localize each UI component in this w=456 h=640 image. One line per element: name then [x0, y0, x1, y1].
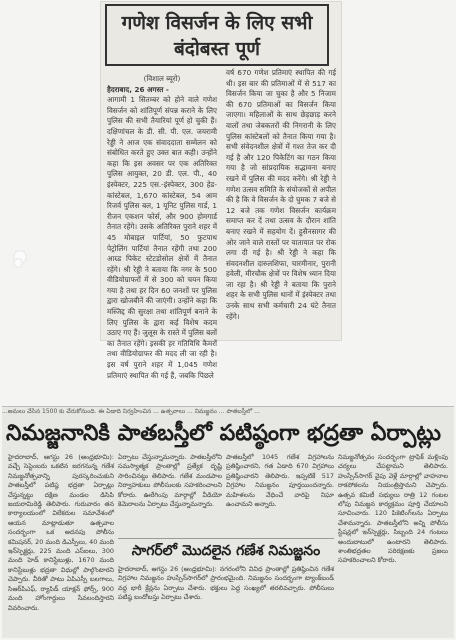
hindi-column-left — [107, 74, 217, 380]
hindi-body-left: आगामी 1 सितम्बर को होने वाले गणेश विसर्जन को शांतिपूर्ण संपन्न कराने के लिए पुलिस की सभी तैयारियां पूर्ण हो चुकी हैं। दक्षिणांचल के डी. सी. पी. एल. जयरामी रेड्डी ने आज एक संवाददाता सम्मेलन को संबोधित करते हुए उक्त बात कही। उन्होंने कहा कि इस अवसर पर एक अतिरिक्त पुलिस आयुक्त, 20 डी. एल. पी., 40 इंस्पेक्टर, 225 एस.-इंस्पेक्टर, 300 हेड-कांस्टेबल, 1,670 कांस्टेबल, 54 आम रिजर्व पुलिस बल, 1 यूनिट पुलिस गार्ड, 1 रीजन एकशन फोर्स, और 900 होमगार्ड तैनात रहेंगे। उसके अतिरिक्त पुराने शहर में 45 मोबाइल पार्टियां, 50 फुटपाथ पेट्रोलिंग पार्टियां तैनात रहेंगी तथा 200 आम्र्ड पिकेट स्टेटडोसोल क्षेत्रों में तैनात रहेंगे। श्री रेड्डी ने बताया कि नगर के 500 वीडियोग्राफरों में से 300 को चयन किया गया है तथा हर दिन 60 जनशों पर पुलिस द्वारा खोजबीनें की जाएंगी। उन्होंने कहा कि मस्जिद्द की सुरक्षा तथा शांतिपूर्ण बनाने के लिए पुलिस के द्वारा कई विशेष कदम उठाए गए हैं। जुलूस के रास्ते में पुलिस बलों का तैनात रहेंगे। इसकी हर गतिविधि कैमरों तथा वीडियोग्राफर की मदद ली जा रही है। इस वर्ष पुराने शहर में 1,045 गणेश प्रतिमाएं स्थापित की गई हैं, जबकि पिछले — [107, 95, 217, 380]
telugu-edge-text: ...అమలు చేసిన 1500 కు చేరుకోనుంది. ఈ ఏడాది నిర్వహించిన ... ఉత్సవాలు ... నిమజ్జనం ... పాతబస్తీలో ... — [2, 408, 260, 415]
hindi-news-clipping — [101, 2, 341, 380]
telugu-column-5: హైదరాబాద్, ఆగస్టు 26 (ఆంధ్రభూమి): నగరంలోని వివిధ ప్రాంతాల్లో ప్రతిష్ఠించిన గణేశ విగ్రహాల నిమజ్జనం హుస్సేన్‌సాగర్‌లో ప్రారంభమైంది. నిమజ్జనం సందర్భంగా ట్యాంక్‌బండ్ వద్ద భారీ క్రేన్లను ఏర్పాటు చేశారు. భక్తులు పెద్ద సంఖ్యలో తరలివచ్చారు. పోలీసులు పటిష్ఠ బందోబస్తు ఏర్పాటు చేశారు. — [118, 565, 334, 602]
hindi-dateline: हैदराबाद, 26 अगस्त - — [107, 84, 169, 94]
hindi-column-right — [226, 68, 336, 336]
hindi-body-right: वर्ष 670 गणेश प्रतिमाएं स्थापित की गई थी। इस बार की प्रतिमाओं में से 517 का विसर्जन किया जा चुका है और 5 निजाम की 670 प्रतिमाओं का विसर्जन किया जाएगा। महिलाओं के साथ छेड़छाड़ करने वालों तथा जेबकतरों की निगरानी के लिए पुलिस कांस्टेबलों को तैनात किया गया है। सभी संवेदनशील क्षेत्रों में गश्त तेज कर दी गई है और 120 पिकेटिंग का गठन किया गया है जो सांप्रदायिक सद्भावना बनाए रखने में पुलिस की मदद करेंगे। श्री रेड्डी ने गणेश उत्सव समिति के संयोजकों से अपील की है कि वे विसर्जन के दो घुमक 7 बजे से 12 बजे तक गणेश विसर्जन कार्यक्रम समाप्त कर दें तथा उत्सव के दौरान शांति बनाए रखने में सहयोग दें। हुसैनसागर की ओर जाने वाले रास्तों पर यातायात पर रोक लगा दी गई है। श्री रेड्डी ने कहा कि संवदनशील दारुलशिफा, चारमीनार, पुरानी हवेली, मीरचौक क्षेत्रों पर विशेष ध्यान दिया जा रहा है। श्री रेड्डी ने बताया कि पुराने शहर के सभी पुलिस थानों में इंस्पेक्टर तथा उनके साथ सभी कर्मचारी 24 घंटे तैनात रहेंगे। — [226, 68, 336, 321]
telugu-column-2: ఏర్పాటు చేస్తున్నామన్నారు. పాతబస్తీలోని సమస్యాత్మక ప్రాంతాల్లో ప్రత్యేక దృష్టి సారించినట్టు తెలిపారు. గణేశ మండపాల నిర్వాహకులు పోలీసులకు సహకరించాలని కోరారు. ఊరేగింపు మార్గాల్లో వీడియో కెమెరాలను ఏర్పాటు చేస్తున్నామన్నారు. — [118, 453, 222, 509]
telugu-column-4: నిమజ్జనోత్సవం సందర్భంగా ట్రాఫిక్ మళ్లింపు చర్యలు చేపట్టామని తెలిపారు. హుస్సేన్‌సాగర్ వైపు వెళ్లే మార్గాల్లో వాహనాల రాకపోకలను నియంత్రిస్తామని చెప్పారు. ఉత్సవ కమిటీ సభ్యులు రాత్రి 12 గంటల లోపు నిమజ్జన కార్యక్రమం పూర్తి చేయాలని సూచించారు. 120 పికెటింగ్‌లను ఏర్పాటు చేశామన్నారు. పాతబస్తీలోని అన్ని పోలీసు స్టేషన్లలో ఇన్‌స్పెక్టర్లు, సిబ్బంది 24 గంటలు అందుబాటులో ఉంటారని తెలిపారు. శాంతిభద్రతల పరిరక్షణకు ప్రజలు సహకరించాలని కోరారు. — [338, 453, 448, 565]
punch-hole — [13, 258, 23, 268]
hindi-headline: गणेश विसर्जन के लिए सभी बंदोबस्त पूर्ण — [105, 4, 329, 66]
telugu-news-clipping — [2, 406, 454, 638]
telugu-column-1: హైదరాబాద్, ఆగస్టు 26 (ఆంధ్రభూమి): వచ్చే సెప్టెంబరు ఒకటిన జరగనున్న గణేశ నిమజ్జనోత్సవాన్ని పురస్కరించుకుని పాతబస్తీలో పటిష్ఠ భద్రతా ఏర్పాట్లు చేస్తున్నట్టు దక్షిణ మండల డిసిపి జయరామిరెడ్డి తెలిపారు. గురువారం తన కార్యాలయంలో విలేకరుల సమావేశంలో ఆయన మాట్లాడుతూ ఉత్సవాల సందర్భంగా ఒక అదనపు పోలీసు కమిషనర్, 20 మంది డిఎస్పీలు, 40 మంది ఇన్‌స్పెక్టర్లు, 225 మంది ఎస్‌ఐలు, 300 మంది హెడ్ కానిస్టేబుళ్లు, 1670 మంది కానిస్టేబుళ్లు భద్రతా విధుల్లో పాల్గొంటారని చెప్పారు. వీరితో పాటు ఏపిఎస్పీ బలగాలు, సిఆర్‌పిఎఫ్, ర్యాపిడ్ యాక్షన్ ఫోర్స్, 900 మంది హోంగార్డులు సేవలందిస్తారని వివరించారు. — [8, 453, 114, 612]
hindi-byline: (विशाल ब्यूरो) — [143, 74, 181, 83]
telugu-column-3: పాతబస్తీలో 1045 గణేశ విగ్రహాలను ప్రతిష్ఠించారని, గత ఏడాది 670 విగ్రహాలు ప్రతిష్ఠించారని తెలిపారు. ఇప్పటికే 517 విగ్రహాల నిమజ్జనం పూర్తయిందన్నారు. మహిళలను వేధించే వారిపై నిఘా ఉంచామని అన్నారు. — [226, 453, 334, 509]
telugu-sub-headline: సాగర్‌లో మొదలైన గణేశ నిమజ్జనం — [131, 543, 321, 559]
telugu-main-headline: నిమజ్జనానికి పాతబస్తీలో పటిష్ఠంగా భద్రతా ఏర్పాట్లు — [6, 421, 441, 446]
